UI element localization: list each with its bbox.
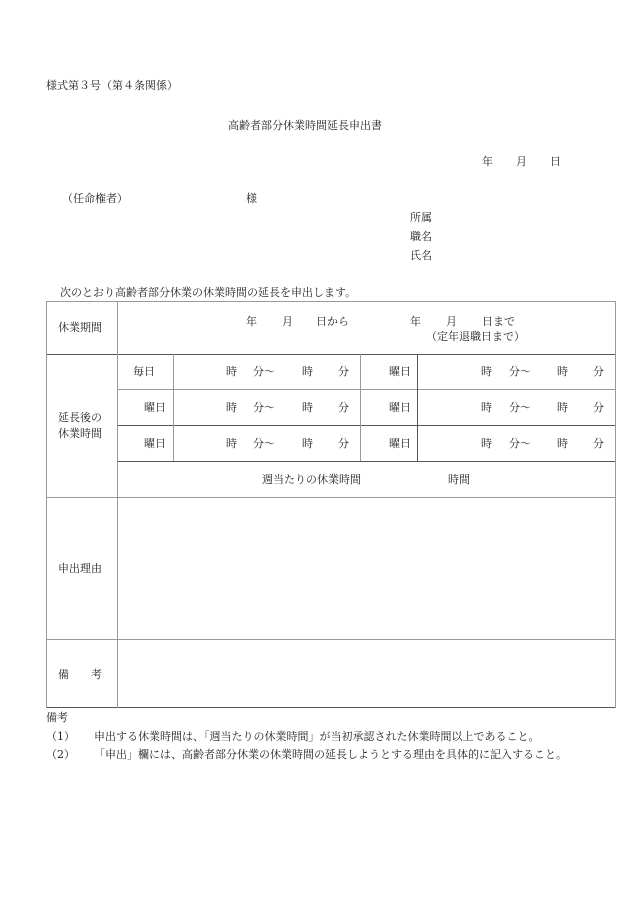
period-from-month: 月 <box>282 315 293 328</box>
table-border-left <box>46 301 47 708</box>
day-label[interactable]: 曜日 <box>144 437 166 450</box>
time-unit-hour[interactable]: 時 <box>302 401 313 414</box>
weekly-hours-label: 週当たりの休業時間 <box>262 473 361 486</box>
period-from-year: 年 <box>246 315 257 328</box>
day-label[interactable]: 曜日 <box>389 437 411 450</box>
time-unit-hour[interactable]: 時 <box>302 365 313 378</box>
period-label: 休業期間 <box>58 321 102 334</box>
position-label: 職名 <box>410 230 432 243</box>
row-divider <box>46 639 616 640</box>
time-unit-minute-to[interactable]: 分 <box>338 365 349 378</box>
form-number: 様式第３号（第４条関係） <box>46 79 178 92</box>
time-unit-minute-from[interactable]: 分～ <box>253 365 275 378</box>
period-to-month: 月 <box>446 315 457 328</box>
time-unit-minute-from[interactable]: 分～ <box>253 437 275 450</box>
time-unit-hour[interactable]: 時 <box>226 365 237 378</box>
addressee-honorific: 様 <box>246 192 257 205</box>
intro-text: 次のとおり高齢者部分休業の休業時間の延長を申出します。 <box>60 286 357 299</box>
note-number: （1） <box>46 730 75 743</box>
time-unit-minute-from[interactable]: 分～ <box>509 437 531 450</box>
time-unit-minute-to[interactable]: 分 <box>338 401 349 414</box>
note-text: 「申出」欄には、高齢者部分休業の休業時間の延長しようとする理由を具体的に記入すること。 <box>94 748 567 761</box>
day-label[interactable]: 毎日 <box>133 365 155 378</box>
remarks-field[interactable] <box>119 641 614 706</box>
time-unit-minute-to[interactable]: 分 <box>593 365 604 378</box>
affiliation-label: 所属 <box>410 211 432 224</box>
day-label[interactable]: 曜日 <box>389 401 411 414</box>
time-unit-hour[interactable]: 時 <box>226 437 237 450</box>
table-border-right <box>615 301 616 708</box>
row-divider <box>117 461 616 462</box>
col-divider <box>360 354 361 461</box>
date-day-label: 日 <box>550 155 561 168</box>
name-label: 氏名 <box>410 249 432 262</box>
time-unit-hour[interactable]: 時 <box>302 437 313 450</box>
extended-hours-label-line2: 休業時間 <box>58 427 102 440</box>
remarks-label: 備 考 <box>58 668 102 681</box>
date-year-label: 年 <box>482 155 493 168</box>
row-divider <box>117 425 616 426</box>
time-unit-hour[interactable]: 時 <box>557 401 568 414</box>
notes-heading: 備考 <box>46 711 68 724</box>
reason-label: 申出理由 <box>58 562 102 575</box>
time-unit-minute-to[interactable]: 分 <box>593 437 604 450</box>
time-unit-minute-from[interactable]: 分～ <box>509 401 531 414</box>
time-unit-hour[interactable]: 時 <box>481 401 492 414</box>
row-divider <box>46 497 616 498</box>
time-unit-minute-from[interactable]: 分～ <box>253 401 275 414</box>
period-note: （定年退職日まで） <box>426 330 525 343</box>
weekly-hours-unit: 時間 <box>448 473 470 486</box>
time-unit-hour[interactable]: 時 <box>557 437 568 450</box>
table-border-bottom <box>46 707 616 708</box>
note-text: 申出する休業時間は、「週当たりの休業時間」が当初承認された休業時間以上であること。 <box>94 730 540 743</box>
day-label[interactable]: 曜日 <box>144 401 166 414</box>
day-label[interactable]: 曜日 <box>389 365 411 378</box>
time-unit-minute-from[interactable]: 分～ <box>509 365 531 378</box>
time-unit-hour[interactable]: 時 <box>557 365 568 378</box>
period-from-day: 日から <box>316 315 349 328</box>
time-unit-minute-to[interactable]: 分 <box>593 401 604 414</box>
note-number: （2） <box>46 748 75 761</box>
row-divider <box>46 354 616 355</box>
date-month-label: 月 <box>516 155 527 168</box>
period-to-day: 日まで <box>482 315 515 328</box>
time-unit-minute-to[interactable]: 分 <box>338 437 349 450</box>
table-border-top <box>46 301 616 302</box>
period-to-year: 年 <box>410 315 421 328</box>
label-column-divider <box>117 301 118 708</box>
col-divider <box>417 354 418 461</box>
time-unit-hour[interactable]: 時 <box>481 365 492 378</box>
extended-hours-label-line1: 延長後の <box>58 411 102 424</box>
time-unit-hour[interactable]: 時 <box>226 401 237 414</box>
time-unit-hour[interactable]: 時 <box>481 437 492 450</box>
document-title: 高齢者部分休業時間延長申出書 <box>228 119 382 132</box>
addressee-label: （任命権者） <box>62 192 128 205</box>
reason-field[interactable] <box>119 499 614 638</box>
col-divider <box>173 354 174 461</box>
row-divider <box>117 389 616 390</box>
